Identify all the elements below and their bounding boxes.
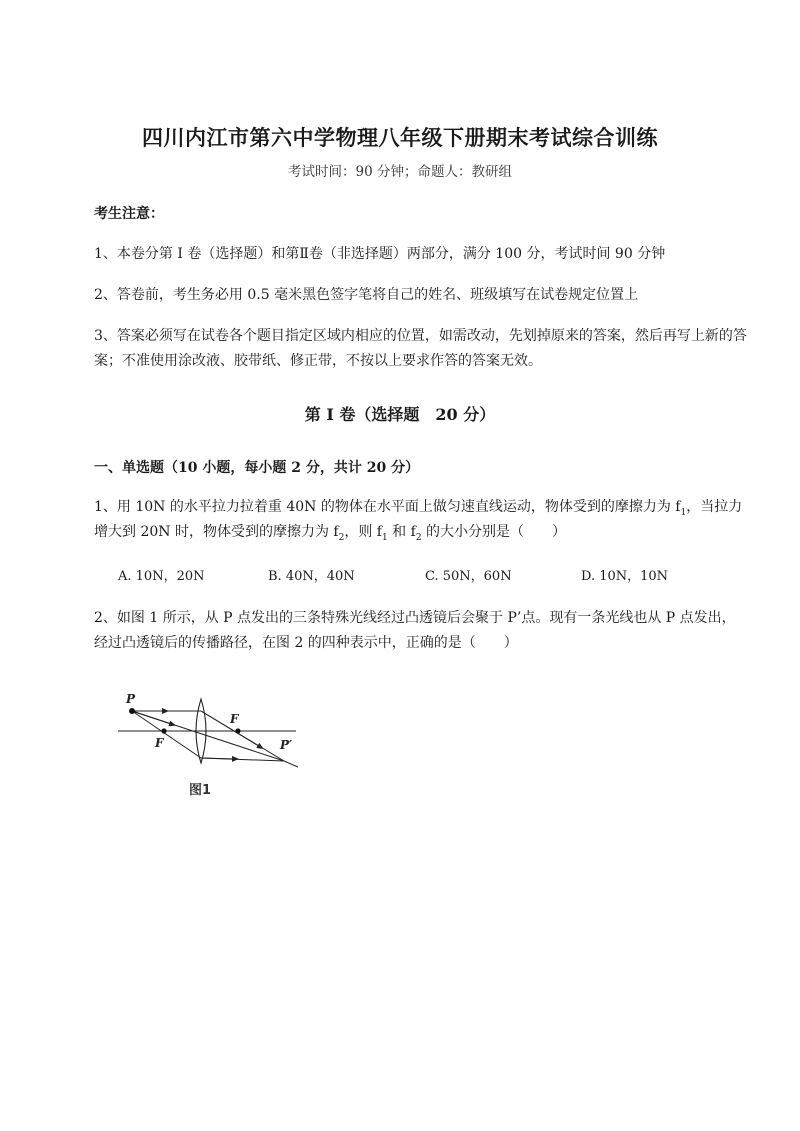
question-2-line-2: 经过凸透镜后的传播路径，在图 2 的四种表示中，正确的是（ ） xyxy=(94,635,518,651)
ray-arrow xyxy=(201,758,237,759)
subscript: 2 xyxy=(415,532,422,543)
question-2-line-1: 2、如图 1 所示，从 P 点发出的三条特殊光线经过凸透镜后会聚于 P’点。现有一条光线也从 P 点发出， xyxy=(94,610,736,626)
focus-left xyxy=(161,728,166,733)
subscript: 2 xyxy=(338,532,345,543)
question-group-title: 一、单选题（10 小题，每小题 2 分，共计 20 分） xyxy=(94,460,420,476)
notice-item-2: 2、答卷前，考生务必用 0.5 毫米黑色签字笔将自己的姓名、班级填写在试卷规定位置上 xyxy=(94,287,639,303)
ray-focal xyxy=(132,711,201,758)
figure-caption: 图1 xyxy=(189,783,212,798)
option-c[interactable]: C. 50N，60N xyxy=(425,569,512,584)
label-f-left: F xyxy=(155,736,164,750)
q1-text-e: 和 f xyxy=(387,524,416,540)
q1-text-b: ，当拉力 xyxy=(686,499,743,515)
subscript: 1 xyxy=(381,532,388,543)
label-p-prime: P′ xyxy=(280,738,293,752)
ray-extension xyxy=(284,761,298,767)
question-1-line-2 xyxy=(94,520,754,551)
option-b[interactable]: B. 40N，40N xyxy=(268,569,355,584)
notice-item-1: 1、本卷分第 I 卷（选择题）和第Ⅱ卷（非选择题）两部分，满分 100 分，考试时间 90 分钟 xyxy=(94,246,666,262)
q1-text-a: 1、用 10N 的水平拉力拉着重 40N 的物体在水平面上做匀速直线运动，物体受到的摩擦力为 f xyxy=(94,499,681,515)
q1-text-d: ，则 f xyxy=(344,524,382,540)
notice-heading: 考生注意： xyxy=(94,206,164,222)
point-p xyxy=(129,708,135,714)
subscript: 1 xyxy=(680,507,687,518)
option-d[interactable]: D. 10N，10N xyxy=(581,569,669,584)
option-a[interactable]: A. 10N，20N xyxy=(118,569,205,584)
page-title: 四川内江市第六中学物理八年级下册期末考试综合训练 xyxy=(142,125,658,150)
focus-right xyxy=(235,728,240,733)
notice-item-3: 3、答案必须写在试卷各个题目指定区域内相应的位置，如需改动，先划掉原来的答案，然后再写上新的答案；不准使用涂改液、胶带纸、修正带，不按以上要求作答的答案无效。 xyxy=(94,328,747,369)
convex-lens-diagram xyxy=(112,683,312,773)
ray-arrow xyxy=(132,711,174,725)
section-title: 第 I 卷（选择题 20 分） xyxy=(304,405,496,424)
lens-figure-1 xyxy=(112,683,312,803)
label-f-right: F xyxy=(230,712,239,726)
q1-text-c: 增大到 20N 时，物体受到的摩擦力为 f xyxy=(94,524,339,540)
q1-text-f: 的大小分别是（ ） xyxy=(421,524,566,540)
label-p: P xyxy=(126,692,136,706)
exam-info: 考试时间：90 分钟；命题人：教研组 xyxy=(288,164,512,180)
